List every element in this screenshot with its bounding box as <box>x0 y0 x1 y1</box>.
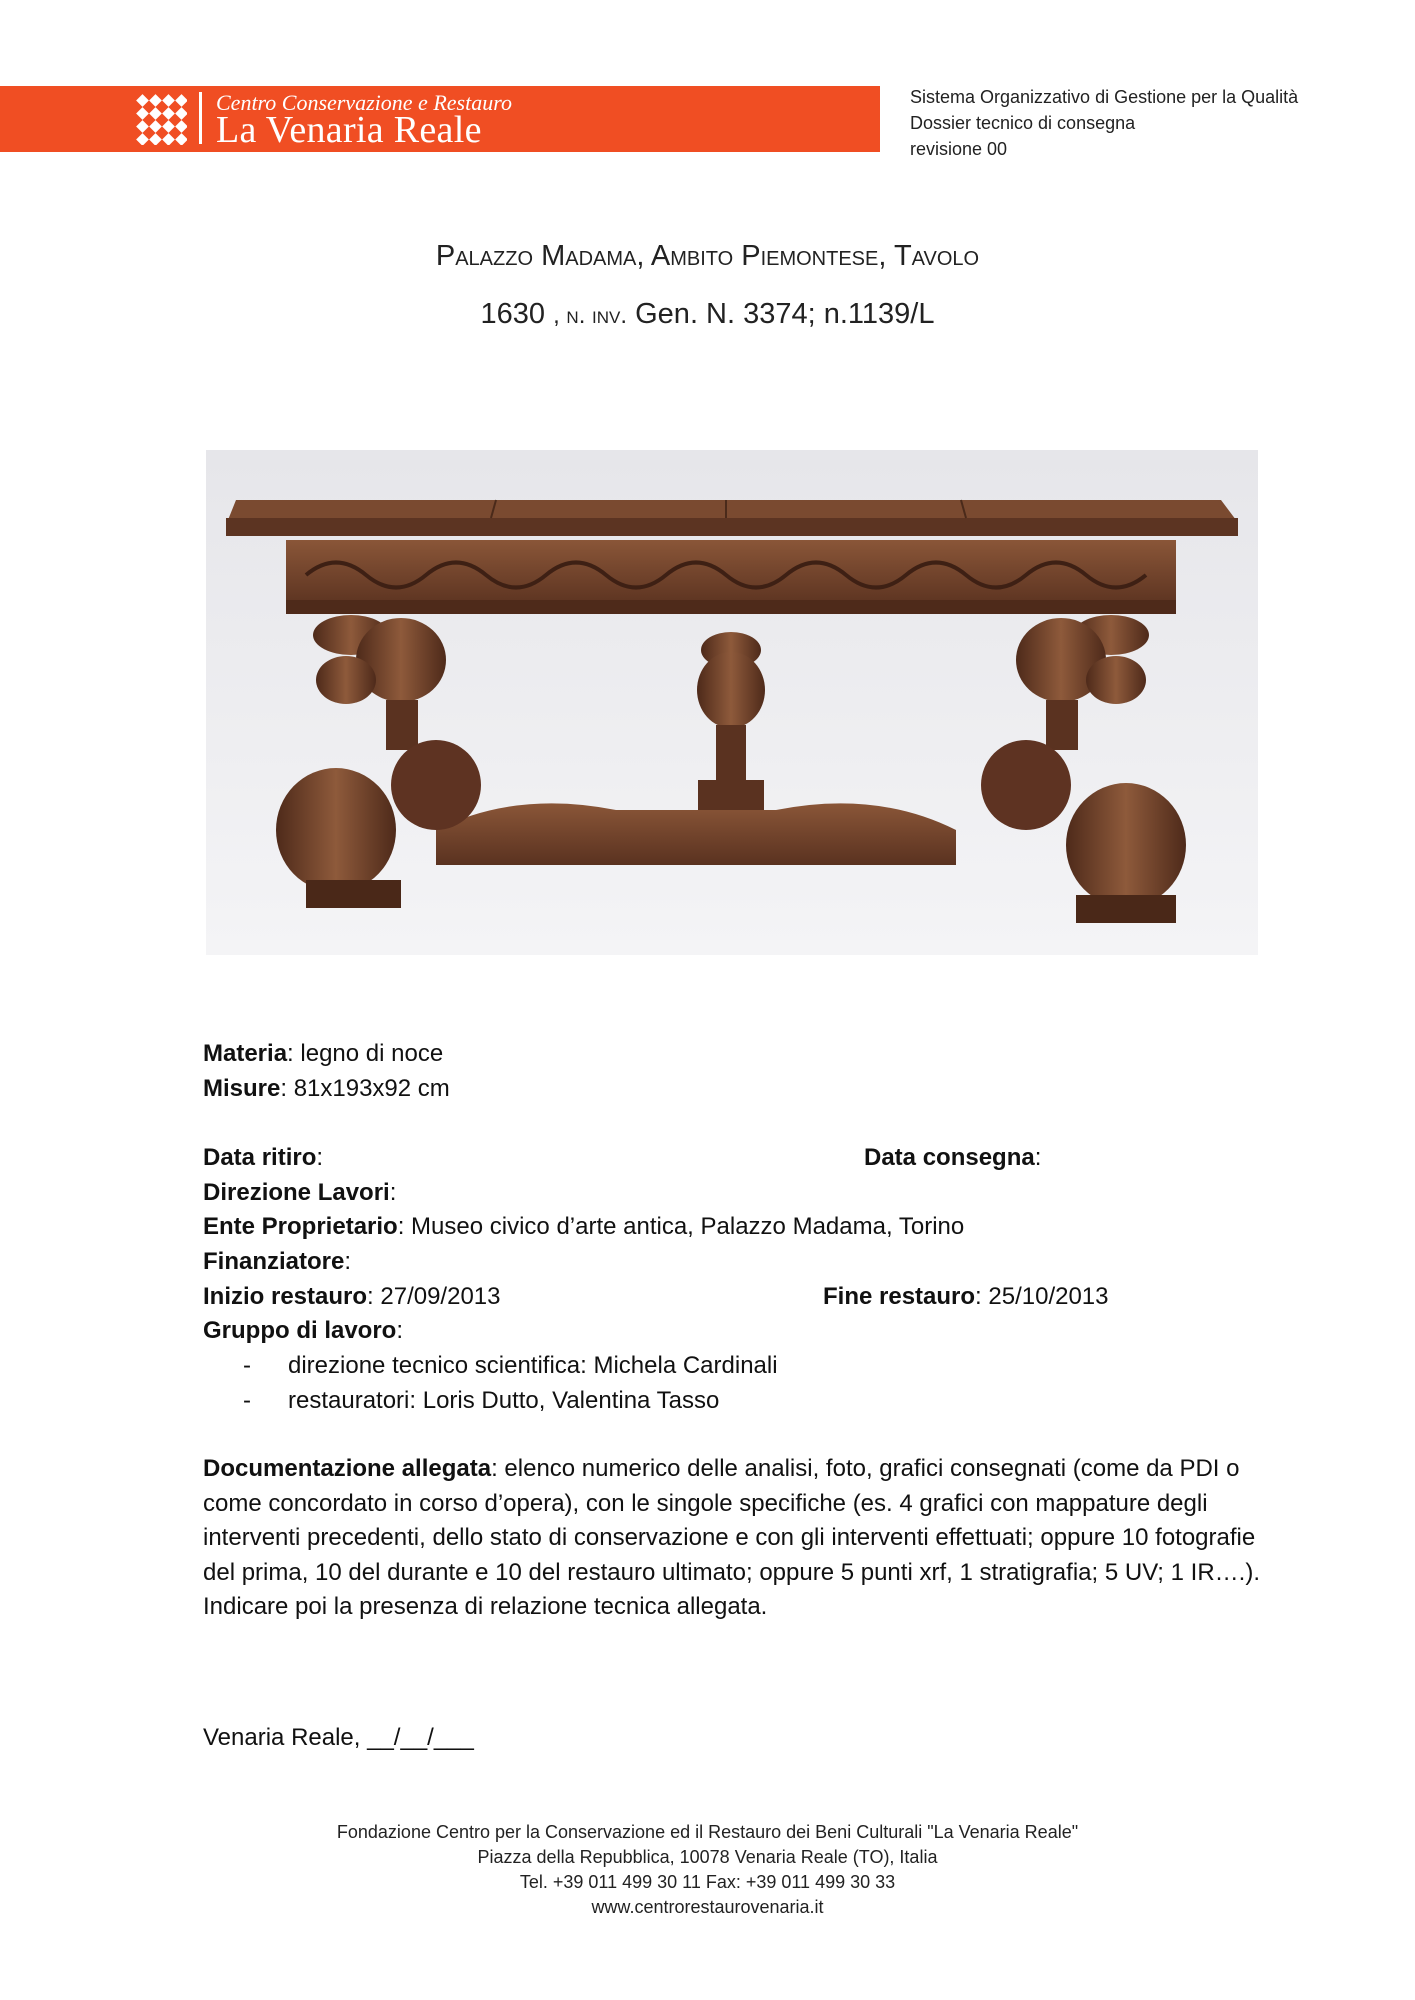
inventory-label: , n. inv. <box>553 302 628 329</box>
dossier-line: Dossier tecnico di consegna <box>910 113 1136 133</box>
materia-value: : legno di noce <box>287 1040 444 1067</box>
quality-system-line: Sistema Organizzativo di Gestione per la Qualità <box>910 87 1299 107</box>
inizio-row <box>203 1283 500 1311</box>
bullet-marker: - <box>243 1352 251 1379</box>
logo-title: La Venaria Reale <box>216 109 482 151</box>
materia-label: Materia <box>203 1040 288 1067</box>
footer-website[interactable]: www.centrorestaurovenaria.it <box>591 1897 824 1917</box>
team-member-item: direzione tecnico scientifica: Michela Cardinali <box>288 1352 778 1379</box>
data-ritiro-row <box>203 1144 323 1172</box>
bullet-marker: - <box>243 1387 251 1414</box>
gruppo-row <box>203 1317 403 1345</box>
gruppo-label: Gruppo di lavoro <box>203 1317 397 1344</box>
fine-label: Fine restauro <box>823 1283 976 1310</box>
data-ritiro-label: Data ritiro <box>203 1144 317 1171</box>
footer-phone: Tel. +39 011 499 30 11 Fax: +39 011 499 30 33 <box>519 1872 896 1892</box>
ente-value: : Museo civico d’arte antica, Palazzo Madama, Torino <box>397 1213 965 1240</box>
revision-line: revisione 00 <box>910 139 1008 159</box>
ente-label: Ente Proprietario <box>203 1213 398 1240</box>
data-consegna-row <box>864 1144 1041 1172</box>
finanziatore-value: : <box>344 1248 352 1275</box>
data-ritiro-value: : <box>316 1144 324 1171</box>
ente-row <box>203 1213 964 1241</box>
inventory-number: Gen. N. 3374; n.1139/L <box>635 298 935 330</box>
object-year: 1630 <box>480 298 546 330</box>
misure-value: : 81x193x92 cm <box>280 1075 450 1102</box>
logo-separator <box>199 92 202 144</box>
team-member-item: restauratori: Loris Dutto, Valentina Tasso <box>288 1387 720 1414</box>
direzione-row <box>203 1179 396 1207</box>
documentazione-paragraph <box>203 1452 1273 1625</box>
table-photo <box>206 450 1258 955</box>
fine-value: : 25/10/2013 <box>975 1283 1109 1310</box>
quality-system-block <box>910 84 1298 162</box>
object-title: Palazzo Madama, Ambito Piemontese, Tavolo <box>435 240 980 272</box>
materia-row <box>203 1040 443 1068</box>
documentazione-text: : elenco numerico delle analisi, foto, grafici consegnati (come da PDI o come concordato in corso d’opera), con le singole specifiche (es. 4 grafici con mappature degli interventi precedenti, dello stato di conservazione e con gli interventi effettuati; oppure 10 fotografie del prima, 10 del durante e 10 del restauro ultimato; oppure 5 punti xrf, 1 stratigrafia; 5 UV; 1 IR….). Indicare poi la presenza di relazione tecnica allegata. <box>203 1455 1260 1620</box>
documentazione-label: Documentazione allegata <box>203 1455 492 1482</box>
misure-row <box>203 1075 450 1103</box>
logo-subtitle: Centro Conservazione e Restauro <box>216 90 512 115</box>
data-consegna-value: : <box>1034 1144 1042 1171</box>
fine-row <box>823 1283 1109 1311</box>
inizio-value: : 27/09/2013 <box>367 1283 501 1310</box>
finanziatore-label: Finanziatore <box>203 1248 345 1275</box>
direzione-label: Direzione Lavori <box>203 1179 390 1206</box>
finanziatore-row <box>203 1248 351 1276</box>
footer-foundation: Fondazione Centro per la Conservazione ed il Restauro dei Beni Culturali "La Venaria Reale" <box>336 1822 1079 1842</box>
signature-line: Venaria Reale, __/__/___ <box>203 1724 474 1751</box>
footer-address: Piazza della Repubblica, 10078 Venaria Reale (TO), Italia <box>477 1847 938 1867</box>
data-consegna-label: Data consegna <box>864 1144 1035 1171</box>
misure-label: Misure <box>203 1075 281 1102</box>
gruppo-value: : <box>396 1317 404 1344</box>
logo-mark-icon <box>135 93 187 145</box>
inizio-label: Inizio restauro <box>203 1283 368 1310</box>
object-date-inventory <box>0 298 1415 331</box>
direzione-value: : <box>389 1179 397 1206</box>
